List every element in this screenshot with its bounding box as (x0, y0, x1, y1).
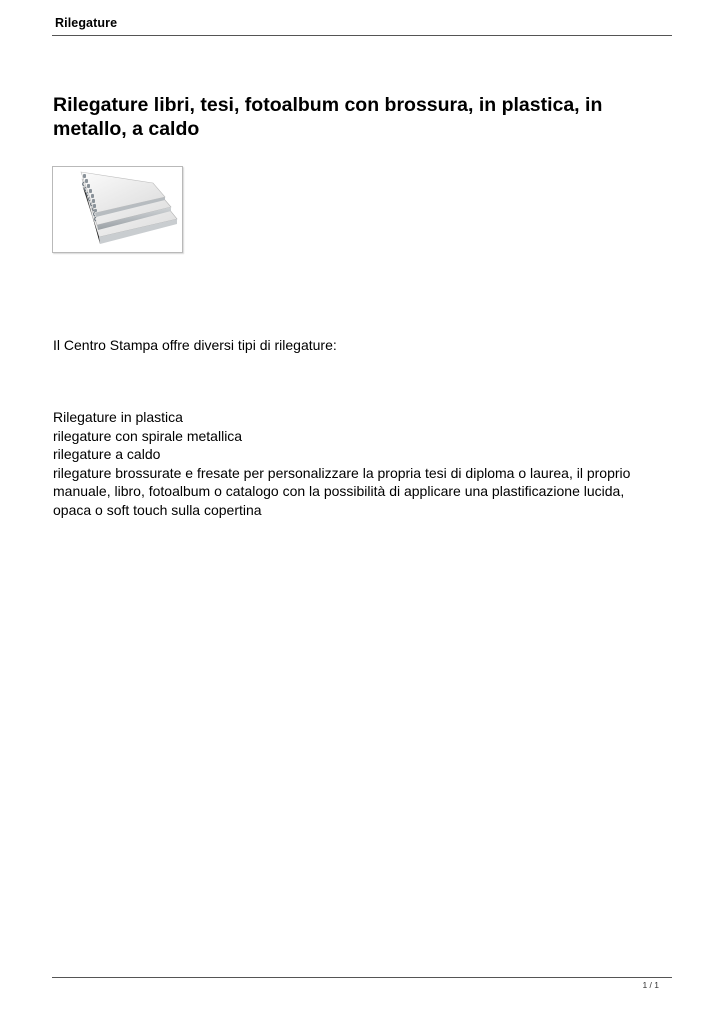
header-divider (52, 35, 672, 36)
binding-type-item: rilegature con spirale metallica (53, 427, 243, 444)
binding-types-list (53, 408, 665, 519)
bound-documents-illustration (53, 167, 182, 252)
running-header: Rilegature (55, 16, 118, 30)
page-number: 1 / 1 (642, 980, 659, 990)
binding-type-item: rilegature brossurate e fresate per personalizzare la propria tesi di diploma o laurea, il proprio manuale, libro, fotoalbum o catalogo con la possibilità di applicare una plastificazione lucida, opaca o soft touch sulla copertina (53, 464, 631, 518)
binding-type-item: Rilegature in plastica (53, 409, 183, 425)
bound-documents-photo (52, 166, 183, 253)
footer-divider (52, 977, 672, 978)
intro-text: Il Centro Stampa offre diversi tipi di rilegature: (53, 337, 337, 353)
binding-type-item: rilegature a caldo (53, 446, 161, 462)
page-title: Rilegature libri, tesi, fotoalbum con brossura, in plastica, in metallo, a caldo (53, 94, 603, 140)
